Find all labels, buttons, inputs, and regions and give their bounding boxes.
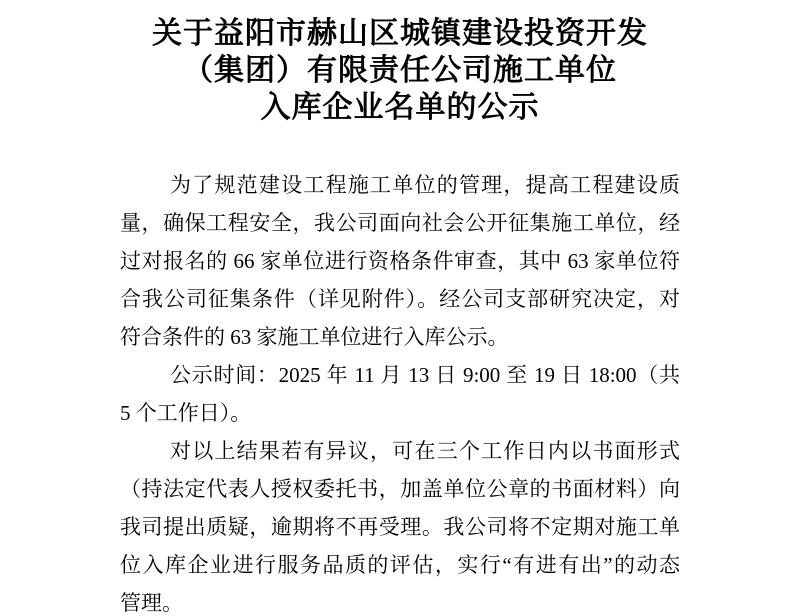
document-title [0,15,800,126]
body-line-12: 管理。 [120,591,183,615]
title-line-3: 入库企业名单的公示 [260,91,540,124]
body-line-6: 公示时间：2025 年 11 月 13 日 9:00 至 19 日 18:00（共 [170,363,680,387]
document-body [120,166,680,616]
title-line-2: （集团）有限责任公司施工单位 [183,54,617,87]
body-line-10: 我司提出质疑，逾期将不再受理。我公司将不定期对施工单 [120,515,680,539]
title-line-1: 关于益阳市赫山区城镇建设投资开发 [152,17,648,50]
body-line-8: 对以上结果若有异议，可在三个工作日内以书面形式 [170,439,680,463]
body-line-3: 过对报名的 66 家单位进行资格条件审查，其中 63 家单位符 [120,249,680,273]
body-line-4: 合我公司征集条件（详见附件）。经公司支部研究决定，对 [120,287,680,311]
body-line-2: 量，确保工程安全，我公司面向社会公开征集施工单位，经 [120,211,680,235]
body-line-7: 5 个工作日）。 [120,401,252,425]
body-line-1: 为了规范建设工程施工单位的管理，提高工程建设质 [170,173,680,197]
body-line-9: （持法定代表人授权委托书，加盖单位公章的书面材料）向 [120,477,680,501]
body-line-11: 位入库企业进行服务品质的评估，实行“有进有出”的动态 [120,553,680,577]
body-line-5: 符合条件的 63 家施工单位进行入库公示。 [120,325,509,349]
